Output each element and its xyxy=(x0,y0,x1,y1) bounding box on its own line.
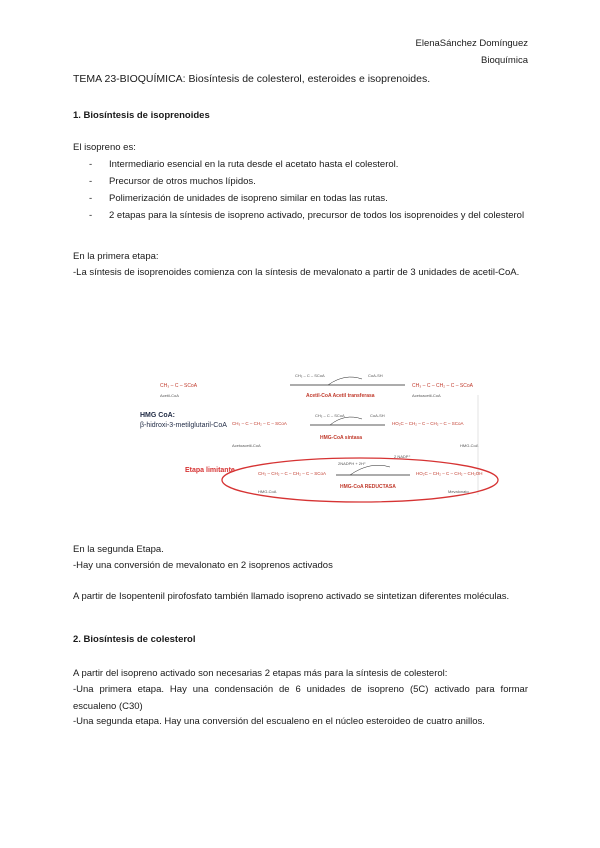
row1-cofactor: CoA-SH xyxy=(368,373,383,378)
header-subject: Bioquímica xyxy=(481,55,528,66)
isopentenil-text: A partir de Isopentenil pirofosfato también llamado isopreno activado se sintetizan diferentes moléculas. xyxy=(73,591,510,602)
first-stage-label: En la primera etapa: xyxy=(73,251,159,262)
list-item: - Polimerización de unidades de isopreno similar en todas las rutas. xyxy=(89,193,388,204)
section1-heading: 1. Biosíntesis de isoprenoides xyxy=(73,110,210,121)
second-stage-label: En la segunda Etapa. xyxy=(73,544,164,555)
row1-reactant: CH₃ – C – SCoA xyxy=(160,383,198,389)
document-title: TEMA 23-BIOQUÍMICA: Biosíntesis de colesterol, esteroides e isoprenoides. xyxy=(73,73,431,85)
row2-product-caption: HMG-CoA xyxy=(460,443,479,448)
row1-curved-arrow xyxy=(328,377,362,385)
row3-product: HO₂C – CH₂ – C – CH₂ – CH₂OH xyxy=(416,471,483,476)
row1-reactant-caption: Acetil-CoA xyxy=(160,393,179,398)
limiting-step-label: Etapa limitante xyxy=(185,467,235,474)
row2-cofactor: CoA-SH xyxy=(370,413,385,418)
cholesterol-stage1-text: -Una primera etapa. Hay una condensación de 6 unidades de isopreno (5C) activado para formar escualeno (C30) xyxy=(73,684,528,712)
row3-product-caption: Mevalonato xyxy=(448,489,469,494)
enzyme-hmg-coa-synthase: HMG-CoA sintasa xyxy=(320,435,363,441)
enzyme-acetyl-transferase: Acetil-CoA Acetil transferasa xyxy=(306,393,375,399)
list-item: - 2 etapas para la síntesis de isopreno activado, precursor de todos los isoprenoides y del colesterol xyxy=(89,210,525,221)
header-author: ElenaSánchez Domínguez xyxy=(415,38,528,49)
hmg-coa-fullname: β-hidroxi-3-metilglutaril-CoA xyxy=(140,422,227,429)
row2-reactant-caption: Acetoacetil-CoA xyxy=(232,443,261,448)
row2-reactant: CH₃ – C – CH₂ – C – SCoA xyxy=(232,421,287,426)
hmg-coa-label: HMG CoA: xyxy=(140,412,175,419)
row2-added-substrate: CH₃ – C – SCoA xyxy=(315,413,345,418)
second-stage-text: -Hay una conversión de mevalonato en 2 isoprenos activados xyxy=(73,560,333,571)
row3-cofactor-in: 2NADPH + 2H⁺ xyxy=(338,461,367,466)
enzyme-hmg-coa-reductase: HMG-CoA REDUCTASA xyxy=(340,484,396,490)
row1-product: CH₃ – C – CH₂ – C – SCoA xyxy=(412,383,473,389)
row3-curved-arrow xyxy=(350,465,390,475)
row3-reactant-caption: HMG-CoA xyxy=(258,489,277,494)
list-item: - Precursor de otros muchos lípidos. xyxy=(89,176,256,187)
row2-product: HO₂C – CH₂ – C – CH₂ – C – SCoA xyxy=(392,421,464,426)
section2-intro: A partir del isopreno activado son necesarias 2 etapas más para la síntesis de colesterol: xyxy=(73,668,448,679)
row3-reactant: CH₂ – CH₂ – C – CH₂ – C – SCoA xyxy=(258,471,327,476)
row1-product-caption: Acetoacetil-CoA xyxy=(412,393,441,398)
row3-cofactor-out: 2 NADP⁺ xyxy=(394,454,411,459)
mevalonate-synthesis-figure xyxy=(140,355,500,505)
list-item: - Intermediario esencial en la ruta desde el acetato hasta el colesterol. xyxy=(89,159,399,170)
section2-heading: 2. Biosíntesis de colesterol xyxy=(73,634,196,645)
row1-added-substrate: CH₃ – C – SCoA xyxy=(295,373,325,378)
row2-curved-arrow xyxy=(330,417,362,425)
section1-intro: El isopreno es: xyxy=(73,142,136,153)
first-stage-text: -La síntesis de isoprenoides comienza con la síntesis de mevalonato a partir de 3 unidades de acetil-CoA. xyxy=(73,267,520,278)
cholesterol-stage2-text: -Una segunda etapa. Hay una conversión del escualeno en el núcleo esteroideo de cuatro anillos. xyxy=(73,716,485,727)
isoprene-bullet-list xyxy=(73,156,528,224)
